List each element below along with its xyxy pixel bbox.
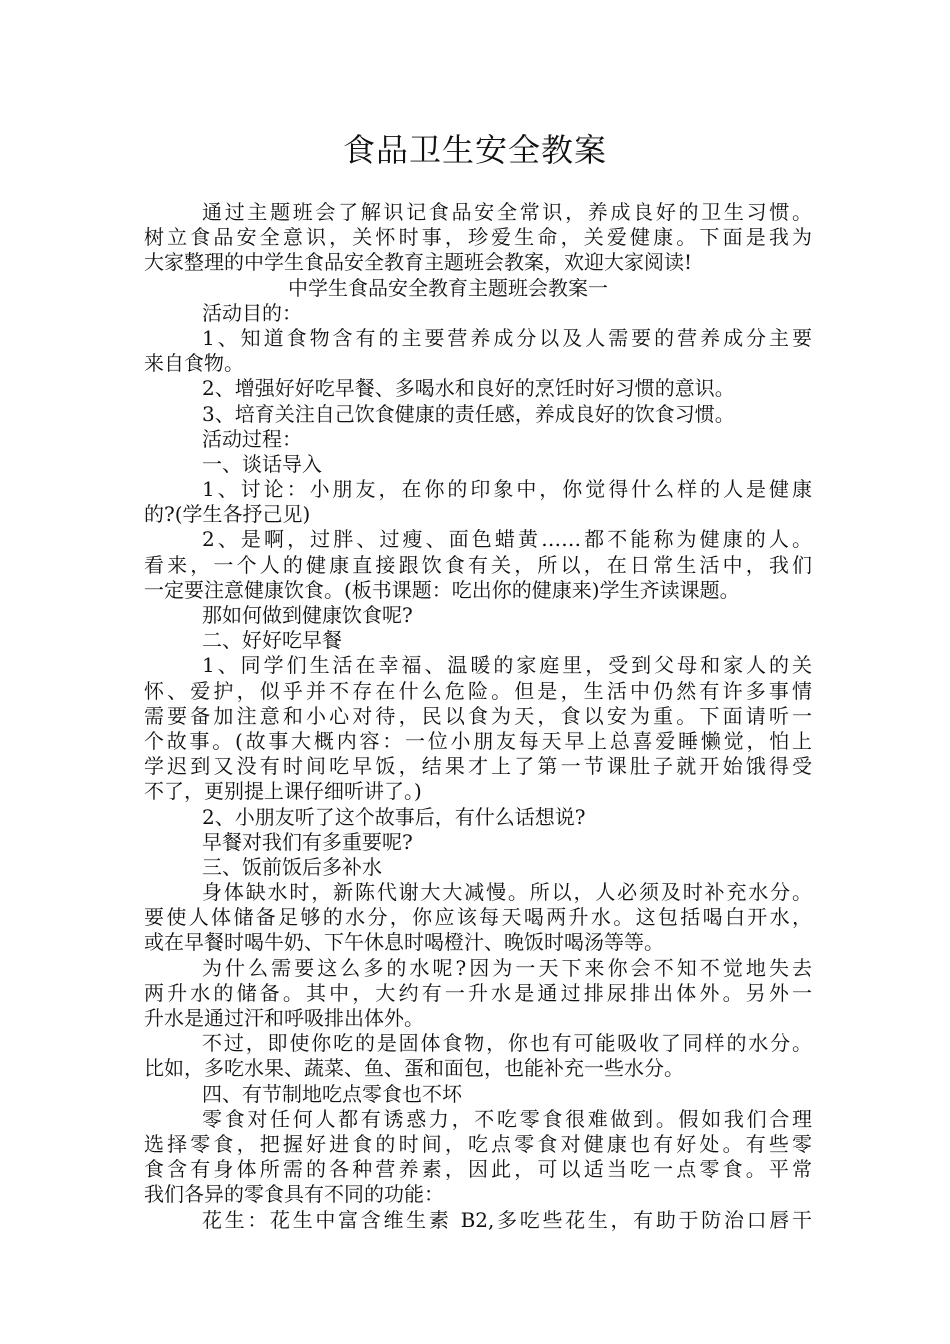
text-line: 我们各异的零食具有不同的功能： (144, 1182, 444, 1207)
text-line: 比如，多吃水果、蔬菜、鱼、蛋和面包，也能补充一些水分。 (144, 1056, 684, 1081)
text-line: 两升水的储备。其中，大约有一升水是通过排尿排出体外。另外一 (144, 980, 812, 1005)
text-line: 要使人体储备足够的水分，你应该每天喝两升水。这包括喝白开水， (144, 905, 812, 930)
text-line: 个故事。(故事大概内容：一位小朋友每天早上总喜爱睡懒觉，怕上 (144, 728, 812, 753)
text-line: 一定要注意健康饮食。(板书课题：吃出你的健康来)学生齐读课题。 (144, 577, 740, 602)
text-line: 来自食物。 (144, 351, 244, 376)
text-line: 二、好好吃早餐 (202, 628, 342, 653)
text-line: 为什么需要这么多的水呢?因为一天下来你会不知不觉地失去 (202, 955, 812, 980)
text-line: 升水是通过汗和呼吸排出体外。 (144, 1006, 424, 1030)
document-body (144, 200, 812, 1233)
text-line: 活动过程： (202, 426, 302, 451)
text-line: 看来，一个人的健康直接跟饮食有关，所以，在日常生活中，我们 (144, 552, 812, 577)
text-line: 花生：花生中富含维生素 B2,多吃些花生，有助于防治口唇干 (202, 1207, 812, 1232)
text-line: 1、同学们生活在幸福、温暖的家庭里，受到父母和家人的关 (202, 653, 812, 678)
text-line: 2、是啊，过胖、过瘦、面色蜡黄……都不能称为健康的人。 (202, 527, 812, 552)
text-line: 2、小朋友听了这个故事后，有什么话想说? (202, 804, 586, 829)
text-line: 选择零食，把握好进食的时间，吃点零食对健康也有好处。有些零 (144, 1131, 812, 1156)
text-line: 需要备加注意和小心对待，民以食为天，食以安为重。下面请听一 (144, 703, 812, 728)
text-line: 食含有身体所需的各种营养素，因此，可以适当吃一点零食。平常 (144, 1157, 812, 1182)
text-line: 2、增强好好吃早餐、多喝水和良好的烹饪时好习惯的意识。 (202, 376, 735, 401)
text-line: 不过，即使你吃的是固体食物，你也有可能吸收了同样的水分。 (202, 1031, 812, 1056)
text-line: 中学生食品安全教育主题班会教案一 (288, 275, 608, 300)
text-line: 怀、爱护，似乎并不存在什么危险。但是，生活中仍然有许多事情 (144, 678, 812, 703)
text-line: 一、谈话导入 (202, 451, 322, 476)
text-line: 那如何做到健康饮食呢? (202, 603, 413, 627)
text-line: 身体缺水时，新陈代谢大大减慢。所以，人必须及时补充水分。 (202, 880, 812, 905)
text-line: 零食对任何人都有诱惑力，不吃零食很难做到。假如我们合理 (202, 1106, 812, 1131)
document-title: 食品卫生安全教案 (342, 131, 607, 169)
text-line: 早餐对我们有多重要呢? (202, 829, 413, 854)
text-line: 大家整理的中学生食品安全教育主题班会教案，欢迎大家阅读! (144, 250, 693, 275)
text-line: 1、讨论：小朋友，在你的印象中，你觉得什么样的人是健康 (202, 477, 812, 502)
text-line: 活动目的： (202, 300, 302, 325)
text-line: 或在早餐时喝牛奶、下午休息时喝橙汁、晚饭时喝汤等等。 (144, 930, 664, 955)
text-line: 不了，更别提上课仔细听讲了。) (144, 779, 422, 804)
text-line: 四、有节制地吃点零食也不坏 (202, 1081, 462, 1106)
text-line: 树立食品安全意识，关怀时事，珍爱生命，关爱健康。下面是我为 (144, 225, 812, 250)
text-line: 三、饭前饭后多补水 (202, 854, 382, 879)
text-line: 学迟到又没有时间吃早饭，结果才上了第一节课肚子就开始饿得受 (144, 754, 812, 779)
text-line: 通过主题班会了解识记食品安全常识，养成良好的卫生习惯。 (202, 200, 812, 224)
text-line: 3、培育关注自己饮食健康的责任感，养成良好的饮食习惯。 (202, 401, 735, 426)
text-line: 的?(学生各抒己见) (144, 502, 311, 527)
text-line: 1、知道食物含有的主要营养成分以及人需要的营养成分主要 (202, 325, 812, 350)
